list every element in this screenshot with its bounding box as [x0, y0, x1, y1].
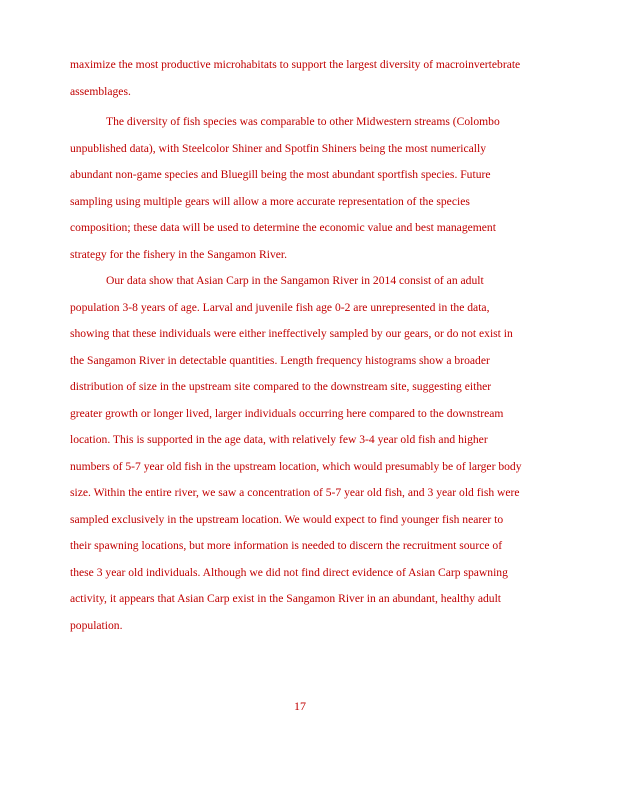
text-line: greater growth or longer lived, larger individuals occurring here compared to the downstream	[70, 406, 504, 420]
text-line: assemblages.	[70, 84, 131, 98]
text-line: location. This is supported in the age data, with relatively few 3-4 year old fish and higher	[70, 433, 488, 446]
text-line: composition; these data will be used to determine the economic value and best management	[70, 221, 496, 234]
text-line: abundant non-game species and Bluegill being the most abundant sportfish species. Future	[70, 168, 491, 181]
text-line: the Sangamon River in detectable quantities. Length frequency histograms show a broader	[70, 353, 490, 367]
text-line: distribution of size in the upstream site compared to the downstream site, suggesting either	[70, 380, 492, 393]
text-line: maximize the most productive microhabitats to support the largest diversity of macroinvertebrate	[70, 58, 521, 71]
text-line: sampled exclusively in the upstream location. We would expect to find younger fish nearer to	[70, 512, 504, 526]
text-line: population 3-8 years of age. Larval and juvenile fish age 0-2 are unrepresented in the data,	[70, 300, 490, 314]
text-line: unpublished data), with Steelcolor Shiner and Spotfin Shiners being the most numerically	[70, 141, 487, 155]
text-line: sampling using multiple gears will allow a more accurate representation of the species	[70, 194, 470, 208]
text-line: size. Within the entire river, we saw a concentration of 5-7 year old fish, and 3 year old fish were	[70, 486, 520, 499]
text-line: population.	[70, 618, 123, 632]
text-line: their spawning locations, but more information is needed to discern the recruitment source of	[70, 539, 503, 552]
paragraph-2	[70, 109, 532, 268]
body-text	[70, 52, 532, 639]
text-line: showing that these individuals were either ineffectively sampled by our gears, or do not exist in	[70, 327, 513, 340]
page-number: 17	[294, 699, 306, 713]
paragraph-3	[70, 268, 532, 639]
text-line: Our data show that Asian Carp in the Sangamon River in 2014 consist of an adult	[106, 274, 484, 287]
text-line: numbers of 5-7 year old fish in the upstream location, which would presumably be of larger body	[70, 459, 522, 473]
text-line: The diversity of fish species was comparable to other Midwestern streams (Colombo	[106, 115, 500, 128]
paragraph-1	[70, 52, 532, 105]
text-line: strategy for the fishery in the Sangamon River.	[70, 247, 288, 261]
text-line: activity, it appears that Asian Carp exist in the Sangamon River in an abundant, healthy adult	[70, 592, 502, 605]
text-line: these 3 year old individuals. Although we did not find direct evidence of Asian Carp spawning	[70, 565, 508, 579]
